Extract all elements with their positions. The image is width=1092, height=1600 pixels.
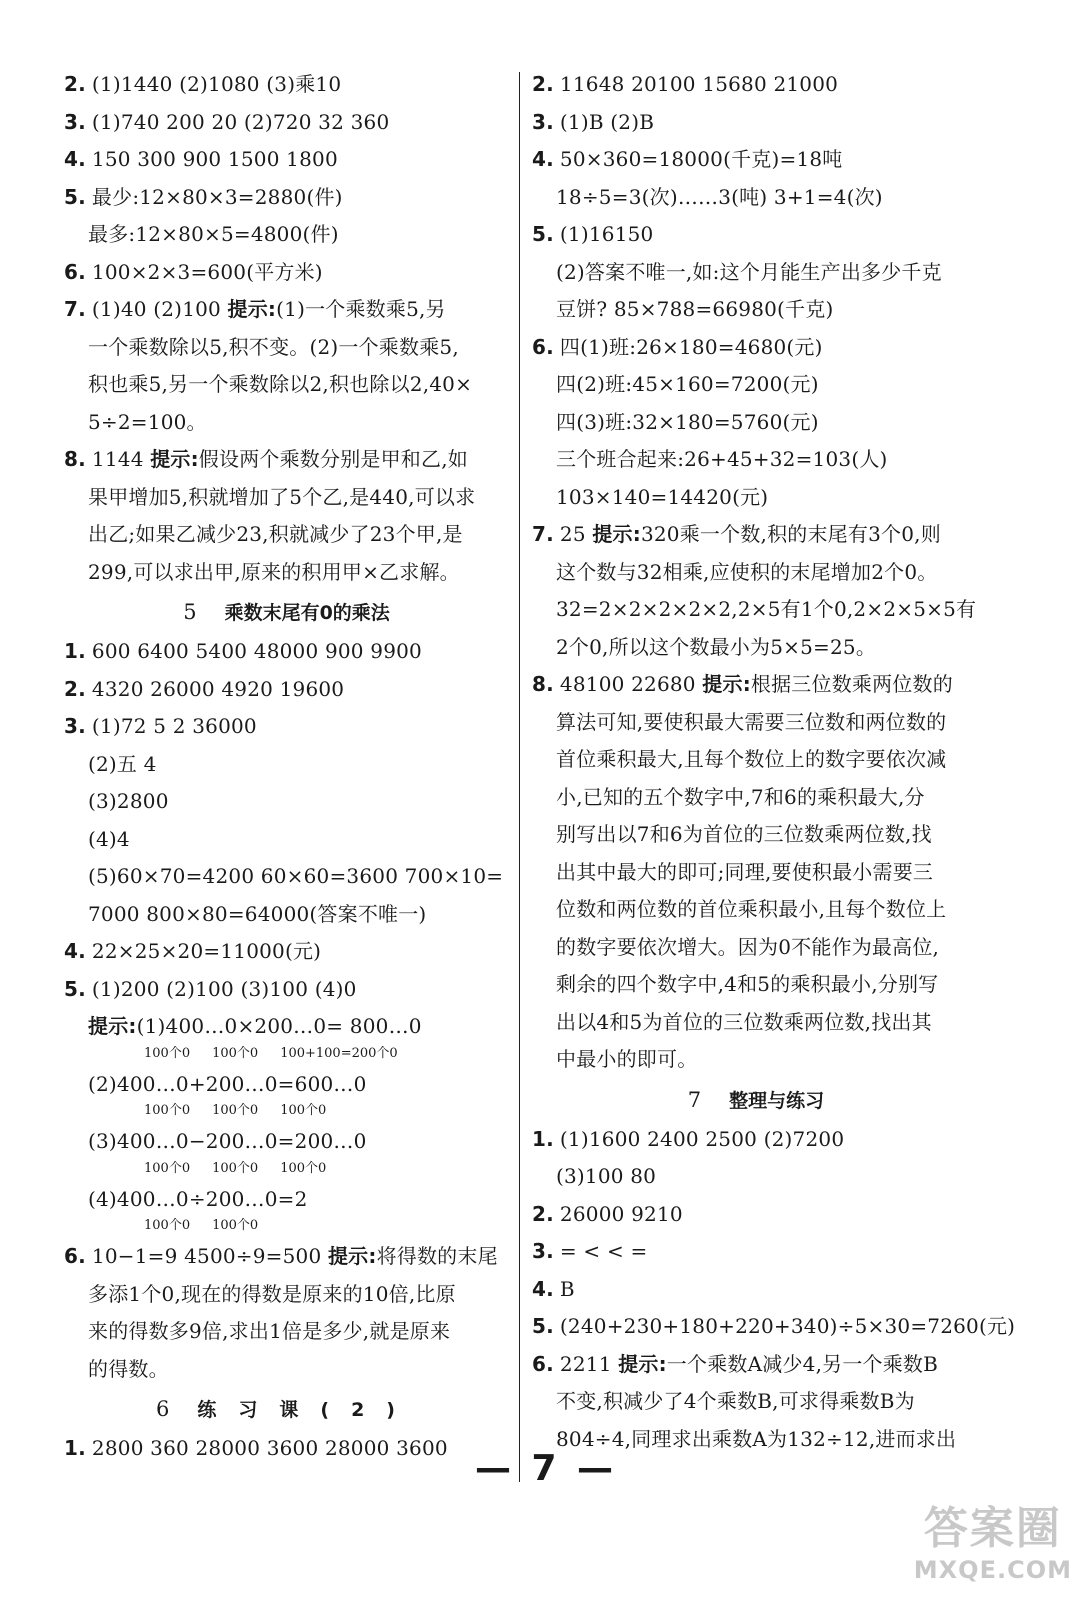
answer-text: 7000 800×80=64000(答案不唯一) (88, 901, 427, 926)
answer-item (64, 254, 509, 292)
hint-text: 根据三位数乘两位数的 (750, 672, 953, 696)
section-number: 7 (687, 1087, 702, 1112)
answer-line (64, 896, 509, 934)
item-number: 3. (532, 1239, 554, 1263)
watermark-url: MXQE.COM (913, 1556, 1072, 1584)
answer-text: (4)4 (88, 826, 130, 851)
section-title: 乘数末尾有0的乘法 (224, 602, 390, 624)
hint-label: 提示: (702, 672, 751, 696)
answer-text: 一个乘数除以5,积不变。(2)一个乘数乘5, (88, 334, 459, 359)
hint-label: 提示: (618, 1351, 667, 1376)
answer-text: 出以4和5为首位的三位数乘两位数,找出其 (556, 1009, 932, 1034)
answer-item (64, 291, 509, 329)
item-number: 8. (532, 672, 554, 696)
item-number: 7. (532, 522, 554, 546)
answer-item (532, 666, 980, 704)
answer-text: (2)400…0+200…0=600…0 (88, 1071, 367, 1096)
annotation-label: 100个0 (144, 1103, 191, 1118)
item-number: 2. (64, 72, 86, 96)
item-number: 5. (64, 184, 86, 209)
item-number: 3. (64, 714, 86, 738)
answer-text: 位数和两位数的首位乘积最小,且每个数位上 (556, 897, 947, 921)
answer-text: 四(2)班:45×160=7200(元) (556, 372, 819, 396)
section-heading (64, 591, 509, 633)
item-number: 5. (532, 1314, 554, 1338)
answer-text: 10−1=9 4500÷9=500 (91, 1244, 328, 1268)
answer-text: 48100 22680 (559, 672, 703, 696)
annotation-label: 100个0 (212, 1218, 259, 1233)
section-number: 6 (156, 1397, 170, 1421)
item-number: 6. (64, 1244, 86, 1268)
answer-item (532, 104, 980, 142)
item-number: 4. (64, 939, 86, 963)
answer-text: 别写出以7和6为首位的三位数乘两位数,找 (556, 822, 932, 846)
answer-text: 果甲增加5,积就增加了5个乙,是440,可以求 (88, 484, 476, 509)
answer-text: (240+230+180+220+340)÷5×30=7260(元) (559, 1314, 1016, 1338)
answer-line (64, 1351, 509, 1389)
answer-text: 的得数。 (88, 1356, 169, 1381)
answer-text: (1)1440 (2)1080 (3)乘10 (91, 72, 342, 96)
answer-line (64, 366, 509, 404)
answer-text: 804÷4,同理求出乘数A为132÷12,进而求出 (556, 1426, 957, 1451)
answer-text: 103×140=14420(元) (556, 484, 769, 509)
answer-text: 2211 (559, 1351, 619, 1376)
annotation-label: 100个0 (212, 1160, 259, 1176)
zero-count-annotation (64, 1103, 509, 1123)
item-number: 5. (532, 222, 554, 246)
answer-line (532, 404, 980, 442)
answer-item (64, 66, 509, 104)
answer-text: 50×360=18000(千克)=18吨 (559, 147, 843, 171)
answer-text: 不变,积减少了4个乘数B,可求得乘数B为 (556, 1389, 915, 1413)
answer-text: = < < = (559, 1239, 648, 1263)
answer-text: 299,可以求出甲,原来的积用甲×乙求解。 (88, 559, 460, 584)
answer-item (64, 708, 509, 746)
answer-text: 1144 (91, 447, 151, 471)
answer-line (64, 1008, 509, 1046)
hint-label: 提示: (327, 1244, 377, 1268)
answer-item (532, 1346, 980, 1384)
answer-line (64, 1181, 509, 1219)
answer-text: 积也乘5,另一个乘数除以2,积也除以2,40× (88, 372, 473, 396)
hint-label: 提示: (150, 447, 199, 471)
item-number: 3. (532, 109, 554, 134)
answer-text: 最多:12×80×5=4800(件) (88, 222, 339, 246)
annotation-label: 100个0 (144, 1160, 191, 1176)
answer-line (532, 1158, 980, 1196)
item-number: 2. (532, 1201, 554, 1226)
answer-text: 150 300 900 1500 1800 (91, 147, 338, 171)
item-number: 2. (64, 676, 86, 701)
answer-text: 四(1)班:26×180=4680(元) (559, 334, 823, 359)
answer-line (64, 404, 509, 442)
answer-line (64, 516, 509, 554)
answer-text: 首位乘积最大,且每个数位上的数字要依次减 (556, 747, 947, 771)
hint-text: 320乘一个数,积的末尾有3个0,则 (640, 522, 941, 546)
annotation-label: 100个0 (212, 1103, 259, 1118)
answer-text: (1)40 (2)100 (91, 297, 228, 321)
answer-text: 剩余的四个数字中,4和5的乘积最小,分别写 (556, 972, 939, 996)
answer-item (64, 971, 509, 1009)
annotation-label: 100+100=200个0 (280, 1045, 398, 1061)
hint-text: (1)一个乘数乘5,另 (276, 297, 446, 321)
annotation-label: 100个0 (212, 1045, 259, 1061)
answer-text: 算法可知,要使积最大需要三位数和两位数的 (556, 709, 947, 734)
item-number: 1. (64, 639, 86, 663)
answer-text: 中最小的即可。 (556, 1047, 698, 1071)
item-number: 1. (64, 1436, 86, 1460)
item-number: 4. (532, 147, 554, 171)
answer-text: 18÷5=3(次)……3(吨) 3+1=4(次) (556, 184, 883, 209)
answer-line (532, 366, 980, 404)
answer-text: 2个0,所以这个数最小为5×5=25。 (556, 634, 877, 659)
section-title: 练习课(2) (197, 1399, 417, 1421)
answer-text: 的数字要依次增大。因为0不能作为最高位, (556, 934, 940, 959)
answer-line (64, 216, 509, 254)
answer-line (532, 479, 980, 517)
answer-line (532, 704, 980, 742)
answer-text: 26000 9210 (559, 1201, 683, 1226)
section-number: 5 (183, 600, 197, 624)
answer-line (532, 254, 980, 292)
answer-item (64, 1238, 509, 1276)
answer-line (64, 858, 509, 896)
answer-text: 600 6400 5400 48000 900 9900 (91, 639, 422, 663)
answer-text: 100×2×3=600(平方米) (91, 259, 323, 284)
answer-item (64, 179, 509, 217)
item-number: 3. (64, 109, 86, 134)
answer-line (64, 479, 509, 517)
answer-line (532, 1383, 980, 1421)
answer-text: (3)100 80 (556, 1164, 657, 1188)
answer-text: (4)400…0÷200…0=2 (88, 1186, 308, 1211)
answer-text: 4320 26000 4920 19600 (91, 676, 345, 701)
answer-item (64, 633, 509, 671)
answer-item (532, 516, 980, 554)
page-number: — 7 — (474, 1448, 618, 1489)
answer-item (532, 329, 980, 367)
hint-label: 提示: (592, 522, 641, 546)
answer-text: 2800 360 28000 3600 28000 3600 (91, 1436, 448, 1460)
item-number: 4. (532, 1276, 554, 1301)
answer-text: 32=2×2×2×2×2,2×5有1个0,2×2×5×5有 (556, 597, 977, 621)
answer-line (532, 929, 980, 967)
answer-line (532, 891, 980, 929)
answer-item (64, 441, 509, 479)
section-heading (64, 1388, 509, 1430)
hint-label: 提示: (88, 1014, 137, 1038)
answer-line (64, 821, 509, 859)
answer-text: (1)740 200 20 (2)720 32 360 (91, 109, 390, 134)
answer-text: 三个班合起来:26+45+32=103(人) (556, 447, 888, 471)
item-number: 1. (532, 1126, 554, 1151)
answer-line (532, 591, 980, 629)
answer-text: 豆饼? 85×788=66980(千克) (556, 297, 834, 321)
answer-item (532, 1308, 1016, 1346)
answer-line (532, 966, 980, 1004)
answer-text: 最少:12×80×3=2880(件) (91, 184, 343, 209)
answer-item (64, 104, 509, 142)
answer-line (64, 554, 509, 592)
answer-line (64, 1123, 509, 1161)
column-divider (519, 72, 520, 1482)
answer-item (532, 141, 980, 179)
answer-line (532, 854, 980, 892)
answer-text: 这个数与32相乘,应使积的末尾增加2个0。 (556, 559, 938, 584)
answer-text: 25 (559, 522, 593, 546)
answer-text: B (559, 1276, 575, 1301)
hint-label: 提示: (227, 297, 277, 321)
answer-text: 多添1个0,现在的得数是原来的10倍,比原 (88, 1281, 456, 1306)
hint-text: 将得数的末尾 (376, 1244, 498, 1268)
item-number: 6. (64, 259, 86, 284)
answer-text: (1)B (2)B (559, 109, 655, 134)
answer-text: (1)16150 (559, 222, 654, 246)
answer-line (532, 779, 980, 817)
watermark-logo (914, 1492, 1072, 1584)
answer-line (532, 816, 980, 854)
answer-item (64, 933, 509, 971)
answer-line (64, 329, 509, 367)
answer-text: 四(3)班:32×180=5760(元) (556, 409, 819, 434)
answer-text: (2)答案不唯一,如:这个月能生产出多少千克 (556, 259, 942, 284)
answer-line (532, 441, 980, 479)
annotation-label: 100个0 (280, 1160, 327, 1176)
answer-item (532, 1271, 980, 1309)
answer-item (532, 66, 980, 104)
answer-item (532, 1196, 980, 1234)
answer-text: 11648 20100 15680 21000 (559, 72, 839, 96)
answer-text: 22×25×20=11000(元) (91, 939, 322, 963)
zero-count-annotation (64, 1161, 509, 1181)
item-number: 7. (64, 297, 86, 321)
zero-count-annotation (64, 1046, 509, 1066)
answer-item (532, 1233, 980, 1271)
item-number: 5. (64, 976, 86, 1001)
answer-text: (1)200 (2)100 (3)100 (4)0 (91, 976, 357, 1001)
answer-text: 5÷2=100。 (88, 409, 207, 434)
answer-line (64, 783, 509, 821)
annotation-label: 100个0 (144, 1218, 191, 1233)
answer-text: 来的得数多9倍,求出1倍是多少,就是原来 (88, 1319, 451, 1343)
section-title: 整理与练习 (729, 1089, 825, 1112)
left-column (64, 66, 509, 1468)
answer-text: (1)1600 2400 2500 (2)7200 (559, 1126, 845, 1151)
answer-line (532, 1004, 980, 1042)
answer-line (64, 746, 509, 784)
answer-line (532, 554, 980, 592)
right-column (532, 66, 1016, 1458)
answer-text: 出其中最大的即可;同理,要使积最小需要三 (556, 859, 934, 884)
answer-line (532, 291, 980, 329)
item-number: 8. (64, 447, 86, 471)
hint-text: 一个乘数A减少4,另一个乘数B (666, 1351, 939, 1376)
answer-line (532, 629, 980, 667)
answer-text: (2)五 4 (88, 751, 157, 776)
answer-text: (5)60×70=4200 60×60=3600 700×10= (88, 864, 504, 888)
annotation-label: 100个0 (280, 1103, 327, 1118)
answer-text: 出乙;如果乙减少23,积就减少了23个甲,是 (88, 522, 463, 546)
answer-line (64, 1066, 509, 1104)
answer-item (532, 216, 980, 254)
zero-count-annotation (64, 1218, 509, 1238)
answer-line (64, 1313, 509, 1351)
section-heading (532, 1079, 980, 1121)
answer-text: (3)2800 (88, 789, 169, 813)
item-number: 6. (532, 1351, 554, 1376)
hint-text: 假设两个乘数分别是甲和乙,如 (198, 447, 468, 471)
item-number: 6. (532, 334, 554, 359)
watermark-text: 答案圈 (923, 1503, 1062, 1554)
answer-line (532, 179, 980, 217)
answer-item (532, 1121, 980, 1159)
answer-line (532, 741, 980, 779)
annotation-label: 100个0 (144, 1045, 191, 1061)
item-number: 2. (532, 72, 554, 96)
hint-text: (1)400…0×200…0= 800…0 (136, 1014, 422, 1038)
answer-line (532, 1041, 980, 1079)
answer-item (64, 141, 509, 179)
answer-text: 小,已知的五个数字中,7和6的乘积最大,分 (556, 784, 925, 809)
item-number: 4. (64, 147, 86, 171)
answer-text: (3)400…0−200…0=200…0 (88, 1129, 367, 1153)
answer-text: (1)72 5 2 36000 (91, 714, 257, 738)
answer-line (64, 1276, 509, 1314)
answer-item (64, 671, 509, 709)
